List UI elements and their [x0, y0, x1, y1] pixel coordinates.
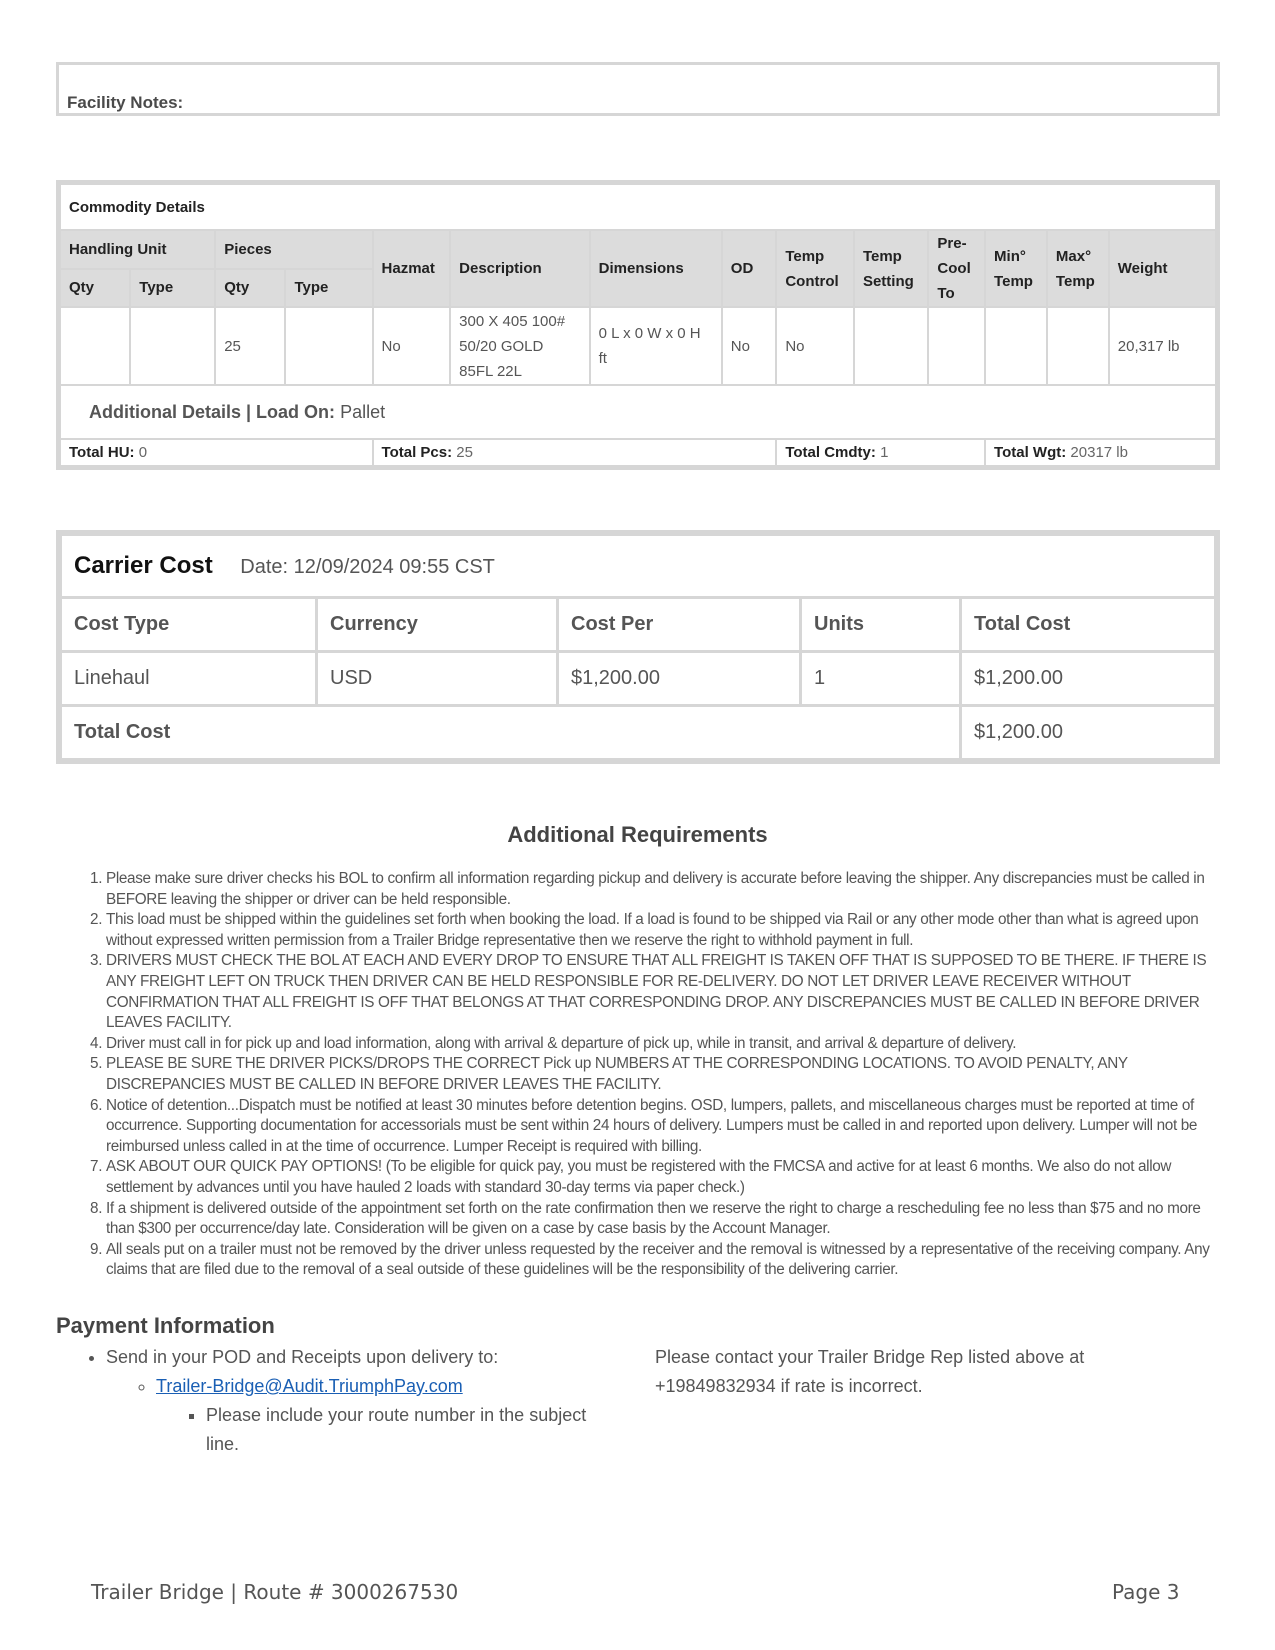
list-item: 2. This load must be shipped within the guidelines set forth when booking the load. If a load is found to be shipped via Rail or any other mode other than what is agreed upon without expressed written permission from a Trailer Bridge representative then we reserve the right to withhold payment in full.: [106, 910, 1226, 951]
header-pc-qty: Qty: [215, 269, 285, 308]
header-handling-unit: Handling Unit: [60, 230, 215, 269]
header-cost-per: Cost Per: [558, 598, 801, 652]
carrier-cost-header-row: [61, 598, 1216, 652]
table-row: [61, 652, 1216, 706]
header-pieces: Pieces: [215, 230, 372, 269]
header-pre-cool-to: Pre-Cool To: [928, 230, 985, 307]
carrier-cost-title: Carrier Cost: [74, 552, 213, 579]
header-max-temp: Max° Temp: [1047, 230, 1109, 307]
cell-currency: USD: [317, 652, 558, 706]
total-hu-label: Total HU:: [69, 444, 135, 461]
totals-row: [60, 439, 1216, 466]
cell-max-temp: [1047, 307, 1109, 385]
cell-units: 1: [801, 652, 961, 706]
payment-contact-text: Please contact your Trailer Bridge Rep listed above at +19849832934 if rate is incorrect.: [655, 1347, 1085, 1396]
header-min-temp: Min° Temp: [985, 230, 1047, 307]
header-pc-type: Type: [285, 269, 372, 308]
payment-title: Payment Information: [56, 1313, 275, 1338]
commodity-row: [60, 307, 1216, 385]
facility-notes-box: [56, 62, 1220, 116]
total-wgt-value: 20317 lb: [1070, 444, 1128, 461]
header-cost-type: Cost Type: [61, 598, 317, 652]
total-cost-value: $1,200.00: [961, 706, 1216, 760]
cell-description: 300 X 405 100# 50/20 GOLD 85FL 22L: [450, 307, 590, 385]
header-total-cost: Total Cost: [961, 598, 1216, 652]
additional-details-value: Pallet: [340, 401, 386, 422]
list-item: 1. Please make sure driver checks his BOL to confirm all information regarding pickup and delivery is accurate before leaving the shipper. Any discrepancies must be called in BEFORE leaving the shipper or driver can be held responsible.: [106, 869, 1226, 910]
list-item: 5. PLEASE BE SURE THE DRIVER PICKS/DROPS THE CORRECT Pick up NUMBERS AT THE CORRESPONDING LOCATIONS. TO AVOID PENALTY, ANY DISCREPANCIES MUST BE CALLED IN BEFORE DRIVER LEAVES THE FACILITY.: [106, 1054, 1226, 1095]
list-item: 4. Driver must call in for pick up and load information, along with arrival & departure of pick up, while in transit, and arrival & departure of delivery.: [106, 1034, 1226, 1055]
cell-pre-cool-to: [928, 307, 985, 385]
list-item: 6. Notice of detention...Dispatch must be notified at least 30 minutes before detention begins. OSD, lumpers, pallets, and miscellaneous charges must be reported at time of occurrence. Supporting documentation for accessorials must be sent within 24 hours of delivery. Lumpers must be called in and reported upon delivery. Lumper will not be reimbursed unless called in at the time of occurrence. Lumper Receipt is required with billing.: [106, 1096, 1226, 1158]
commodity-header-row: [60, 230, 1216, 269]
header-weight: Weight: [1109, 230, 1216, 307]
requirements-list: [56, 869, 1226, 1281]
header-hazmat: Hazmat: [373, 230, 451, 307]
cell-temp-setting: [854, 307, 928, 385]
total-cmdty-label: Total Cmdty:: [785, 444, 876, 461]
additional-requirements-title: Additional Requirements: [507, 822, 768, 847]
cell-cost-per: $1,200.00: [558, 652, 801, 706]
commodity-title: Commodity Details: [60, 184, 1216, 230]
cell-weight: 20,317 lb: [1109, 307, 1216, 385]
cell-hu-qty: [60, 307, 130, 385]
total-hu: [60, 439, 373, 466]
cell-hazmat: No: [373, 307, 451, 385]
carrier-cost-title-row: [61, 535, 1216, 598]
additional-details-row: [60, 385, 1216, 439]
list-item: 7. ASK ABOUT OUR QUICK PAY OPTIONS! (To be eligible for quick pay, you must be registered with the FMCSA and active for at least 6 months. We also do not allow settlement by advances until you have hauled 2 loads with standard 30-day terms via paper check.): [106, 1157, 1226, 1198]
total-wgt-label: Total Wgt:: [994, 444, 1067, 461]
header-description: Description: [450, 230, 590, 307]
header-od: OD: [722, 230, 777, 307]
additional-details: [60, 385, 1216, 439]
header-dimensions: Dimensions: [590, 230, 722, 307]
list-item: 9. All seals put on a trailer must not be removed by the driver unless requested by the receiver and the removal is witnessed by a representative of the receiving company. Any claims that are filed due to the removal of a seal outside of these guidelines will be the responsibility of the delivering carrier.: [106, 1240, 1226, 1281]
total-pcs: [373, 439, 777, 466]
total-pcs-value: 25: [456, 444, 473, 461]
payment-send-text: Send in your POD and Receipts upon delivery to:: [106, 1347, 499, 1367]
facility-notes-label: Facility Notes:: [67, 93, 184, 112]
total-cmdty: [776, 439, 985, 466]
header-units: Units: [801, 598, 961, 652]
cell-dimensions: 0 L x 0 W x 0 H ft: [590, 307, 722, 385]
carrier-cost-date: Date: 12/09/2024 09:55 CST: [240, 556, 495, 578]
cell-pc-qty: 25: [215, 307, 285, 385]
header-temp-setting: Temp Setting: [854, 230, 928, 307]
carrier-cost-table: [56, 530, 1220, 764]
payment-instructions: [56, 1343, 616, 1459]
cell-hu-type: [130, 307, 215, 385]
total-pcs-label: Total Pcs:: [381, 444, 453, 461]
commodity-title-row: [60, 184, 1216, 230]
cell-min-temp: [985, 307, 1047, 385]
carrier-cost-total-row: [61, 706, 1216, 760]
total-cost-label: Total Cost: [61, 706, 961, 760]
page-number: Page 3: [1112, 1580, 1180, 1604]
cell-pc-type: [285, 307, 372, 385]
cell-cost-type: Linehaul: [61, 652, 317, 706]
footer-route: Trailer Bridge | Route # 3000267530: [91, 1580, 459, 1604]
header-hu-type: Type: [130, 269, 215, 308]
total-cmdty-value: 1: [880, 444, 889, 461]
header-temp-control: Temp Control: [776, 230, 854, 307]
list-item: 3. DRIVERS MUST CHECK THE BOL AT EACH AND EVERY DROP TO ENSURE THAT ALL FREIGHT IS TAKEN OFF THAT IS SUPPOSED TO BE THERE. IF THERE IS ANY FREIGHT LEFT ON TRUCK THEN DRIVER CAN BE HELD RESPONSIBLE FOR RE-DELIVERY. DO NOT LET DRIVER LEAVE RECEIVER WITHOUT CONFIRMATION THAT ALL FREIGHT IS OFF THAT BELONGS AT THAT CORRESPONDING DROP. ANY DISCREPANCIES MUST BE CALLED IN BEFORE DRIVER LEAVES FACILITY.: [106, 951, 1226, 1033]
payment-send-item: [106, 1343, 616, 1459]
header-hu-qty: Qty: [60, 269, 130, 308]
cell-od: No: [722, 307, 777, 385]
total-wgt: [985, 439, 1216, 466]
additional-details-label: Additional Details | Load On:: [89, 401, 336, 422]
cell-total-cost: $1,200.00: [961, 652, 1216, 706]
payment-subject-note: ▪ Please include your route number in the subject line.: [206, 1401, 616, 1459]
cell-temp-control: No: [776, 307, 854, 385]
commodity-details-table: [56, 180, 1220, 470]
payment-email-link[interactable]: Trailer-Bridge@Audit.TriumphPay.com: [156, 1376, 463, 1396]
list-item: 8. If a shipment is delivered outside of the appointment set forth on the rate confirmation then we reserve the right to charge a rescheduling fee no less than $75 and no more than $300 per occurrence/day late. Consideration will be given on a case by case basis by the Account Manager.: [106, 1199, 1226, 1240]
payment-email-item: [156, 1372, 616, 1459]
total-hu-value: 0: [138, 444, 148, 461]
header-currency: Currency: [317, 598, 558, 652]
